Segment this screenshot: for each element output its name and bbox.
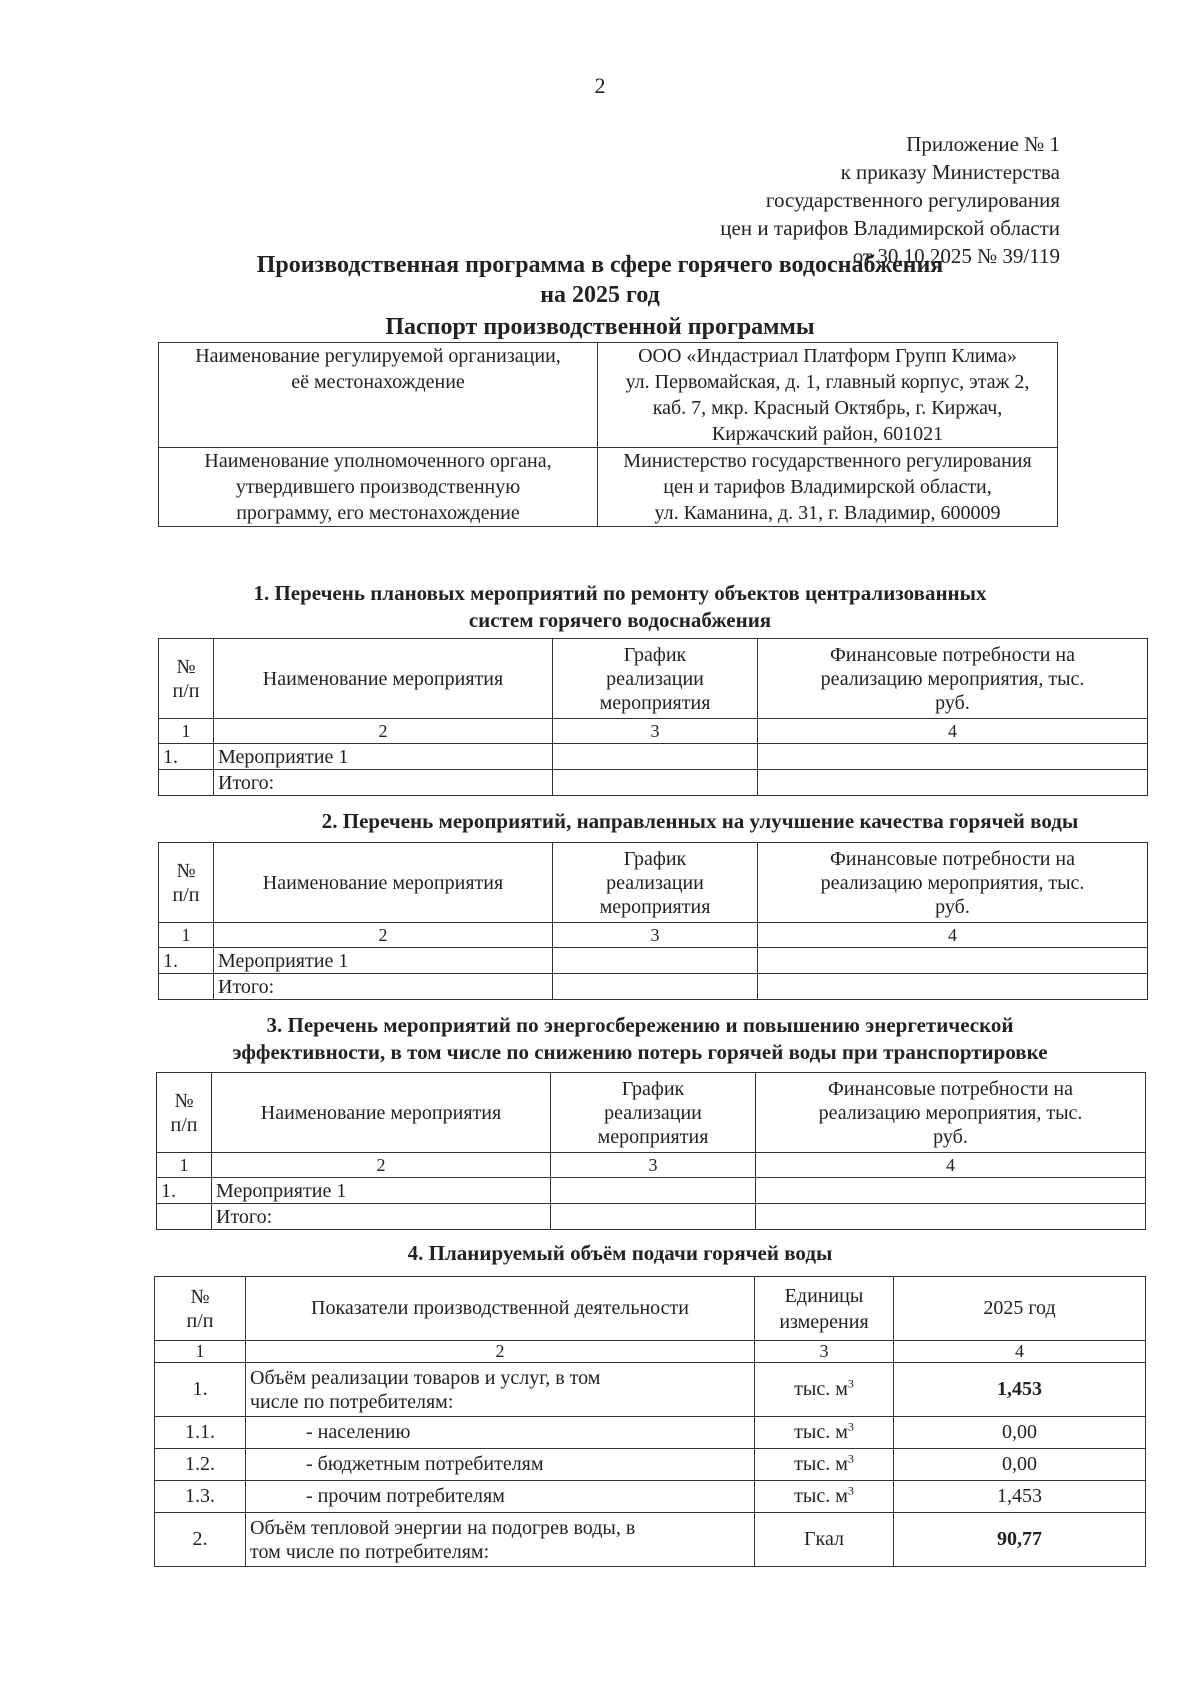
text-line: руб. [935,691,970,714]
header-row [157,1073,1146,1153]
text-line: п/п [186,1309,214,1332]
text-line: реализацию мероприятия, тыс. [818,1101,1083,1124]
table-row [155,1513,1146,1567]
col-number: 4 [758,719,1148,744]
text-line: № [176,655,196,678]
unit-superscript: 3 [847,1451,854,1466]
unit-text: тыс. м [794,1421,848,1443]
unit-text: тыс. м [794,1453,848,1475]
text-line: реализации [606,871,704,894]
text-line: Наименование уполномоченного органа, [204,450,552,472]
row-num: 1.2. [155,1449,246,1481]
text-line: мероприятия [599,691,711,714]
passport-row [159,448,1058,527]
section-1-table [158,638,1148,796]
total-schedule [553,770,758,796]
text-line: мероприятия [599,895,711,918]
text-line: № [176,859,196,882]
text-line: реализацию мероприятия, тыс. [820,667,1085,690]
row-value: 90,77 [894,1513,1146,1567]
col-number: 1 [155,1341,246,1363]
header-finance [756,1073,1146,1153]
col-number: 4 [894,1341,1146,1363]
text-line: Объём реализации товаров и услуг, в том [250,1366,601,1389]
col-number: 2 [246,1341,755,1363]
row-num: 1.1. [155,1417,246,1449]
row-unit [755,1363,894,1417]
text-line: Министерство государственного регулирования [623,450,1032,472]
column-number-row [157,1153,1146,1178]
table-row [155,1481,1146,1513]
col-number: 4 [758,923,1148,948]
col-number: 3 [553,719,758,744]
total-finance [758,974,1148,1000]
header-num [155,1277,246,1341]
row-name: - прочим потребителям [246,1481,755,1513]
text-line: График [623,847,687,870]
text-line: реализации [604,1101,702,1124]
text-line: ул. Первомайская, д. 1, главный корпус, этаж 2, [625,371,1030,393]
total-schedule [553,974,758,1000]
text-line: Наименование регулируемой организации, [195,345,561,367]
table-row [159,948,1148,974]
row-unit [755,1417,894,1449]
total-label: Итого: [214,974,553,1000]
row-value: 1,453 [894,1481,1146,1513]
text-line: том числе по потребителям: [250,1540,490,1563]
row-finance [756,1178,1146,1204]
table-row [155,1363,1146,1417]
col-number: 3 [551,1153,756,1178]
row-unit: Гкал [755,1513,894,1567]
unit-text: тыс. м [794,1378,848,1400]
row-value: 1,453 [894,1363,1146,1417]
header-num [157,1073,212,1153]
appendix-line: государственного регулирования [765,188,1060,212]
row-num: 1. [159,948,214,974]
header-schedule [553,843,758,923]
total-finance [756,1204,1146,1230]
document-title: Производственная программа в сфере горячего водоснабжения [256,252,944,278]
row-num: 1. [157,1178,212,1204]
row-num: 2. [155,1513,246,1567]
header-units [755,1277,894,1341]
header-finance [758,639,1148,719]
text-line: измерения [779,1310,869,1333]
section-4-table [154,1276,1146,1567]
appendix-header [540,130,1060,270]
table-row [159,744,1148,770]
row-name [246,1363,755,1417]
table-row [155,1417,1146,1449]
unit-text: тыс. м [794,1485,848,1507]
row-name: - населению [246,1417,755,1449]
section-4-title: 4. Планируемый объём подачи горячей воды [407,1241,833,1265]
text-line: руб. [933,1125,968,1148]
text-line: мероприятия [597,1125,709,1148]
total-schedule [551,1204,756,1230]
page-number: 2 [594,73,606,98]
appendix-line: от 30.10.2025 № 39/119 [852,244,1060,268]
header-num [159,639,214,719]
col-number: 2 [212,1153,551,1178]
row-unit [755,1481,894,1513]
text-line: ООО «Индастриал Платформ Групп Клима» [638,345,1017,367]
total-num [159,770,214,796]
total-row [159,770,1148,796]
header-year: 2025 год [894,1277,1146,1341]
text-line: руб. [935,895,970,918]
unit-superscript: 3 [847,1483,854,1498]
total-label: Итого: [214,770,553,796]
text-line: Киржачский район, 601021 [711,423,944,445]
text-line: Финансовые потребности на [830,847,1075,870]
appendix-line: к приказу Министерства [840,160,1060,184]
text-line: утвердившего производственную [235,476,521,498]
total-num [157,1204,212,1230]
passport-value [598,343,1058,448]
row-num: 1.3. [155,1481,246,1513]
passport-label [159,448,598,527]
text-line: № [190,1285,210,1308]
total-num [159,974,214,1000]
section-3-table [156,1072,1146,1230]
text-line: п/п [172,883,200,906]
text-line: Единицы [784,1284,864,1307]
row-name: - бюджетным потребителям [246,1449,755,1481]
text-line: 2. Перечень мероприятий, направленных на улучшение качества горячей воды [321,809,1079,833]
row-finance [758,744,1148,770]
row-finance [758,948,1148,974]
text-line: реализацию мероприятия, тыс. [820,871,1085,894]
total-finance [758,770,1148,796]
text-line: 3. Перечень мероприятий по энергосбережению и повышению энергетической [266,1013,1014,1037]
text-line: числе по потребителям: [250,1390,454,1413]
header-row [159,639,1148,719]
text-line: программу, его местонахождение [236,502,520,524]
row-name [246,1513,755,1567]
row-name: Мероприятие 1 [212,1178,551,1204]
text-line: Финансовые потребности на [828,1077,1073,1100]
row-schedule [551,1178,756,1204]
col-number: 1 [157,1153,212,1178]
row-num: 1. [159,744,214,770]
col-number: 1 [159,719,214,744]
total-label: Итого: [212,1204,551,1230]
text-line: ул. Каманина, д. 31, г. Владимир, 600009 [654,502,1001,524]
row-name: Мероприятие 1 [214,744,553,770]
section-3-title [140,1012,1140,1066]
header-indicators: Показатели производственной деятельности [246,1277,755,1341]
text-line: эффективности, в том числе по снижению потерь горячей воды при транспортировке [232,1040,1048,1064]
col-number: 2 [214,719,553,744]
text-line: п/п [172,679,200,702]
text-line: п/п [170,1113,198,1136]
header-schedule [551,1073,756,1153]
header-num [159,843,214,923]
text-line: Объём тепловой энергии на подогрев воды, в [250,1516,636,1539]
header-name: Наименование мероприятия [212,1073,551,1153]
header-finance [758,843,1148,923]
row-value: 0,00 [894,1449,1146,1481]
passport-row [159,343,1058,448]
text-line: реализации [606,667,704,690]
row-schedule [553,744,758,770]
passport-label [159,343,598,448]
col-number: 1 [159,923,214,948]
text-line: Финансовые потребности на [830,643,1075,666]
header-name: Наименование мероприятия [214,639,553,719]
text-line: цен и тарифов Владимирской области, [663,476,992,498]
passport-title: Паспорт производственной программы [385,314,815,340]
column-number-row [155,1341,1146,1363]
header-row [159,843,1148,923]
row-name: Мероприятие 1 [214,948,553,974]
passport-value [598,448,1058,527]
text-line: каб. 7, мкр. Красный Октябрь, г. Киржач, [652,397,1003,419]
text-line: систем горячего водоснабжения [468,608,772,632]
row-unit [755,1449,894,1481]
header-row [155,1277,1146,1341]
total-row [157,1204,1146,1230]
row-schedule [553,948,758,974]
row-num: 1. [155,1363,246,1417]
text-line: № [174,1089,194,1112]
appendix-line: цен и тарифов Владимирской области [720,216,1060,240]
section-2-title [220,808,1180,835]
section-1-title [120,580,1120,634]
table-row [155,1449,1146,1481]
text-line: График [621,1077,685,1100]
text-line: 1. Перечень плановых мероприятий по ремонту объектов централизованных [253,581,987,605]
column-number-row [159,923,1148,948]
col-number: 3 [755,1341,894,1363]
column-number-row [159,719,1148,744]
row-value: 0,00 [894,1417,1146,1449]
col-number: 4 [756,1153,1146,1178]
unit-superscript: 3 [847,1376,854,1391]
section-2-table [158,842,1148,1000]
text-line: График [623,643,687,666]
table-row [157,1178,1146,1204]
header-schedule [553,639,758,719]
header-name: Наименование мероприятия [214,843,553,923]
unit-superscript: 3 [847,1419,854,1434]
document-title-year: на 2025 год [540,282,660,308]
total-row [159,974,1148,1000]
text-line: её местонахождение [291,371,465,393]
col-number: 2 [214,923,553,948]
passport-table [158,342,1058,527]
col-number: 3 [553,923,758,948]
appendix-line: Приложение № 1 [906,132,1060,156]
